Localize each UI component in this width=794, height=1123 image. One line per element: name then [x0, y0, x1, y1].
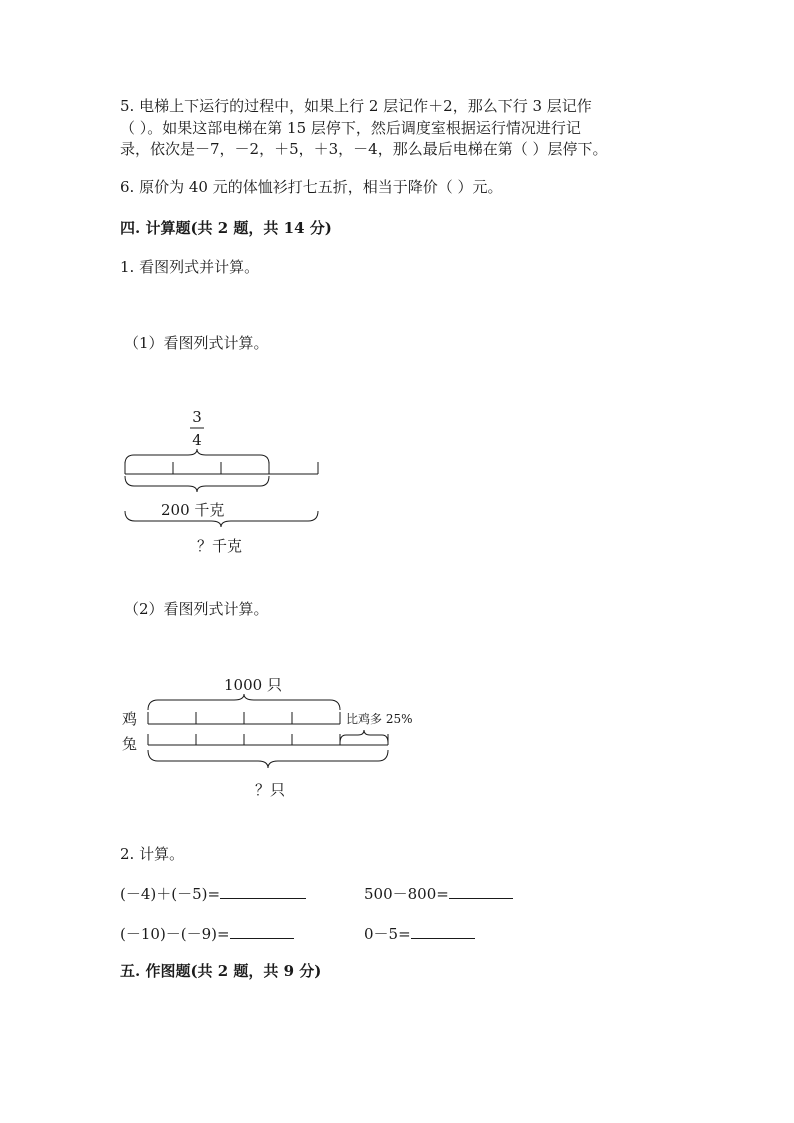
answer-blank[interactable] — [411, 922, 475, 939]
calc1-title: 1. 看图列式并计算。 — [120, 258, 260, 276]
calc1-part2-label: （2）看图列式计算。 — [124, 600, 269, 618]
section-5-title: 五. 作图题(共 2 题，共 9 分) — [120, 962, 322, 980]
calc-item-3 — [120, 922, 294, 944]
calc-item-4 — [364, 922, 475, 944]
q5-line-2: （ ）。如果这部电梯在第 15 层停下，然后调度室根据运行情况进行记 — [120, 119, 581, 137]
calc1-part1-label: （1）看图列式计算。 — [124, 334, 269, 352]
total-brace — [148, 750, 388, 768]
answer-blank[interactable] — [230, 922, 294, 939]
calc2-title: 2. 计算。 — [120, 845, 185, 863]
answer-blank[interactable] — [449, 882, 513, 899]
expression: (－4)＋(－5)= — [120, 885, 221, 903]
rabbit-label: 兔 — [122, 735, 138, 753]
extra-brace — [340, 730, 388, 743]
calc-item-2 — [364, 882, 513, 904]
known-weight-label: 200 千克 — [161, 501, 225, 519]
q6-text: 6. 原价为 40 元的体恤衫打七五折，相当于降价（ ）元。 — [120, 178, 503, 196]
chicken-label: 鸡 — [122, 710, 138, 728]
chicken-top-brace — [148, 694, 340, 710]
expression: (－10)－(－9)= — [120, 925, 230, 943]
q5-line-3: 录，依次是－7，－2，＋5，＋3，－4，那么最后电梯在第（ ）层停下。 — [120, 140, 608, 158]
fraction-numerator: 3 — [192, 408, 202, 426]
unknown-weight-label: ？千克 — [197, 537, 243, 555]
unknown-total-label: ？只 — [255, 781, 286, 799]
answer-blank[interactable] — [220, 882, 306, 899]
q5-line-1: 5. 电梯上下运行的过程中，如果上行 2 层记作＋2，那么下行 3 层记作 — [120, 97, 592, 115]
fraction-denominator: 4 — [192, 431, 202, 449]
chicken-count-label: 1000 只 — [224, 676, 282, 694]
expression: 500－800= — [364, 885, 449, 903]
expression: 0－5= — [364, 925, 411, 943]
section-4-title: 四. 计算题(共 2 题，共 14 分) — [120, 219, 332, 237]
extra-percent-label: 比鸡多 25% — [346, 712, 413, 726]
calc-item-1 — [120, 882, 306, 904]
